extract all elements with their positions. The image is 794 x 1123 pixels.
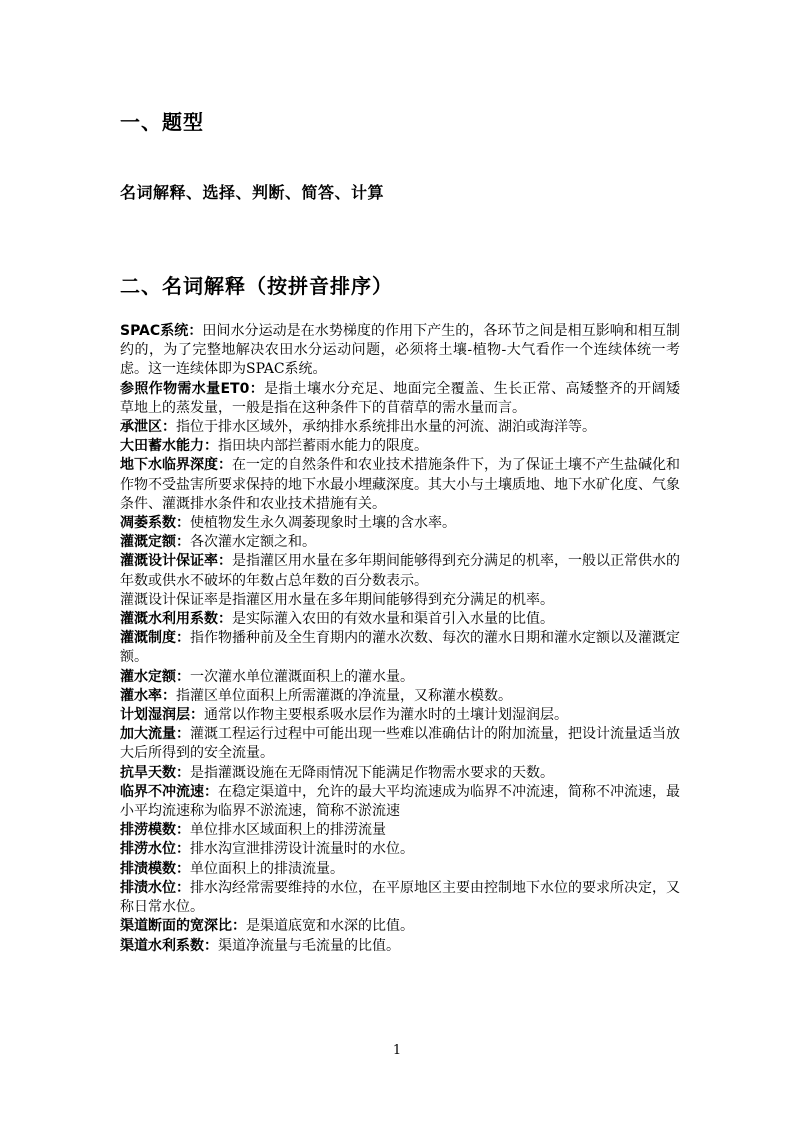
glossary-term: 排渍模数： [120,860,190,877]
glossary-entry [120,917,680,936]
glossary-definition: 排水沟宣泄排涝设计流量时的水位。 [190,841,414,858]
glossary-entry [120,668,680,687]
question-types-list: 名词解释、选择、判断、简答、计算 [120,183,385,202]
glossary-definition: 在一定的自然条件和农业技术措施条件下，为了保证土壤不产生盐碱化和作物不受盐害所要求保持的地下水最小埋藏深度。其大小与土壤质地、地下水矿化度、气象条件、灌溉排水条件和农业技术措施有关。 [120,457,680,512]
glossary-entry [120,937,680,956]
glossary-body [120,322,680,956]
glossary-term: 凋萎系数： [120,515,190,532]
glossary-entry [120,840,680,859]
glossary-entry [120,322,680,380]
glossary-definition: 各次灌水定额之和。 [190,534,316,551]
glossary-definition: 指作物播种前及全生育期内的灌水次数、每次的灌水日期和灌水定额以及灌溉定额。 [120,630,680,666]
glossary-definition: 使植物发生永久凋萎现象时土壤的含水率。 [190,515,456,532]
glossary-definition: 是指土壤水分充足、地面完全覆盖、生长正常、高矮整齐的开阔矮草地上的蒸发量，一般是指在这种条件下的苜蓿草的需水量而言。 [120,380,681,416]
glossary-definition: 指田块内部拦蓄雨水能力的限度。 [218,438,428,455]
glossary-definition: 在稳定渠道中，允许的最大平均流速成为临界不冲流速，简称不冲流速，最小平均流速称为临界不淤流速，简称不淤流速 [120,783,680,820]
glossary-term: 排渍水位： [120,879,190,896]
glossary-term: 灌溉水利用系数： [120,611,232,628]
glossary-entry [120,783,680,821]
glossary-entry [120,591,680,610]
glossary-term: 灌溉制度： [120,630,190,647]
section-heading-question-types: 一、题型 [120,110,204,134]
glossary-definition: 田间水分运动是在水势梯度的作用下产生的，各环节之间是相互影响和相互制约的，为了完整地解决农田水分运动问题，必须将土壤-植物-大气看作一个连续体统一考虑。这一连续体即为SPAC系统。 [120,323,681,378]
glossary-entry [120,725,680,763]
glossary-definition: 指灌区单位面积上所需灌溉的净流量，又称灌水模数。 [176,687,512,704]
glossary-term: 承泄区： [120,419,176,436]
glossary-term: 计划湿润层： [120,707,204,724]
glossary-entry [120,418,680,437]
glossary-entry [120,552,680,590]
glossary-term: 灌溉定额： [120,534,190,551]
glossary-entry [120,533,680,552]
glossary-term: 抗旱天数： [120,764,190,781]
glossary-term: SPAC系统： [120,323,203,339]
glossary-definition: 灌溉工程运行过程中可能出现一些难以准确估计的附加流量，把设计流量适当放大后所得到的安全流量。 [120,726,680,762]
glossary-term: 灌水率： [120,687,176,704]
glossary-term: 临界不冲流速： [120,783,218,800]
glossary-definition: 单位面积上的排渍流量。 [190,860,344,877]
glossary-entry [120,821,680,840]
glossary-term: 参照作物需水量ET0： [120,380,265,397]
glossary-term: 排涝水位： [120,841,190,858]
glossary-term: 加大流量： [120,726,190,743]
glossary-entry [120,629,680,667]
glossary-definition: 是指灌区用水量在多年期间能够得到充分满足的机率，一般以正常供水的年数或供水不破坏的年数占总年数的百分数表示。 [120,553,680,589]
glossary-definition: 灌溉设计保证率是指灌区用水量在多年期间能够得到充分满足的机率。 [120,591,554,608]
glossary-term: 渠道水利系数： [120,937,218,954]
glossary-entry [120,706,680,725]
glossary-entry [120,860,680,879]
glossary-definition: 通常以作物主要根系吸水层作为灌水时的土壤计划湿润层。 [204,707,568,724]
glossary-definition: 指位于排水区域外，承纳排水系统排出水量的河流、湖泊或海洋等。 [176,419,596,436]
glossary-definition: 单位排水区域面积上的排涝流量 [190,822,386,839]
glossary-entry [120,437,680,456]
glossary-term: 灌水定额： [120,668,190,685]
glossary-term: 渠道断面的宽深比： [120,918,246,935]
glossary-term: 大田蓄水能力： [120,438,218,455]
section-heading-glossary: 二、名词解释（按拼音排序） [120,274,393,298]
glossary-entry [120,380,680,418]
glossary-definition: 渠道净流量与毛流量的比值。 [218,937,400,954]
glossary-term: 排涝模数： [120,822,190,839]
glossary-entry [120,687,680,706]
glossary-entry [120,764,680,783]
page-number: 1 [392,1043,402,1058]
glossary-term: 灌溉设计保证率： [120,553,232,570]
glossary-definition: 是实际灌入农田的有效水量和渠首引入水量的比值。 [232,611,554,628]
glossary-definition: 是渠道底宽和水深的比值。 [246,918,414,935]
glossary-definition: 一次灌水单位灌溉面积上的灌水量。 [190,668,414,685]
glossary-entry [120,514,680,533]
glossary-definition: 是指灌溉设施在无降雨情况下能满足作物需水要求的天数。 [190,764,554,781]
glossary-term: 地下水临界深度： [120,457,232,474]
glossary-entry [120,456,680,514]
glossary-entry [120,610,680,629]
glossary-entry [120,879,680,917]
glossary-definition: 排水沟经常需要维持的水位，在平原地区主要由控制地下水位的要求所决定，又称日常水位。 [120,879,680,916]
